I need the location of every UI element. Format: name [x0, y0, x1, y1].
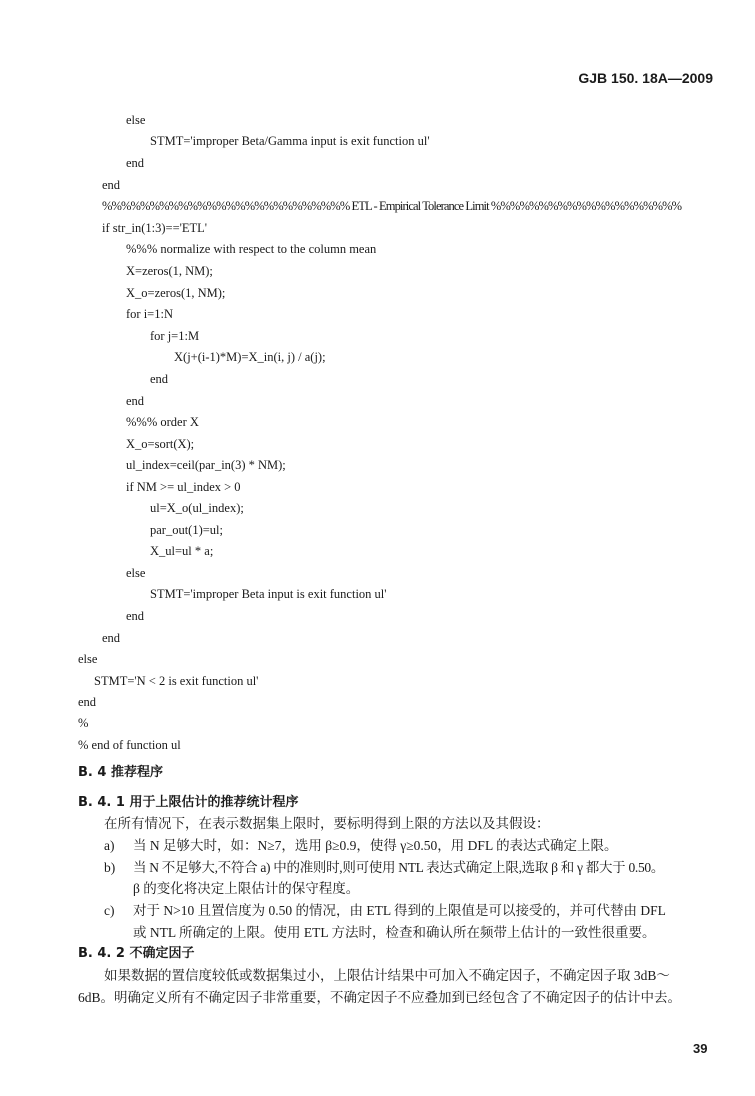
code-line: %%% normalize with respect to the column mean	[126, 242, 377, 256]
code-line: end	[78, 695, 97, 709]
code-line: for i=1:N	[126, 307, 173, 321]
code-line: X_o=zeros(1, NM);	[126, 286, 226, 300]
code-line: X_o=sort(X);	[126, 437, 195, 451]
paragraph: 如果数据的置信度较低或数据集过小，上限估计结果中可加入不确定因子，不确定因子取 3dB～	[104, 968, 670, 983]
list-item-continuation: 或 NTL 所确定的上限。使用 ETL 方法时，检查和确认所在频带上估计的一致性很重要。	[133, 925, 656, 940]
section-heading-b4: B. 4 推荐程序	[78, 765, 163, 780]
list-item-continuation: β 的变化将决定上限估计的保守程度。	[133, 881, 360, 896]
code-line: else	[126, 113, 146, 127]
list-marker: a)	[104, 838, 115, 853]
code-line: par_out(1)=ul;	[150, 523, 224, 537]
code-line: end	[102, 631, 121, 645]
list-item: 对于 N>10 且置信度为 0.50 的情况，由 ETL 得到的上限值是可以接受的，并可代替由 DFL	[133, 903, 666, 918]
paragraph: 在所有情况下，在表示数据集上限时，要标明得到上限的方法以及其假设：	[104, 816, 550, 831]
page-number: 39	[693, 1041, 708, 1056]
code-line: ul=X_o(ul_index);	[150, 501, 244, 515]
code-line: if NM >= ul_index > 0	[126, 480, 241, 494]
code-line: else	[126, 566, 146, 580]
section-heading-b41: B. 4. 1 用于上限估计的推荐统计程序	[78, 795, 299, 810]
code-line: STMT='improper Beta input is exit function ul'	[150, 587, 387, 601]
list-item: 当 N 不足够大,不符合 a) 中的准则时,则可使用 NTL 表达式确定上限,选取 β 和 γ 都大于 0.50。	[133, 860, 665, 875]
code-line: end	[126, 394, 145, 408]
document-number: GJB 150. 18A—2009	[578, 70, 713, 86]
list-item: 当 N 足够大时，如：N≥7，选用 β≥0.9，使得 γ≥0.50，用 DFL 的表达式确定上限。	[133, 838, 618, 853]
code-line: if str_in(1:3)=='ETL'	[102, 221, 208, 235]
list-marker: b)	[104, 860, 116, 875]
code-line: % end of function ul	[78, 738, 181, 752]
code-line: X(j+(i-1)*M)=X_in(i, j) / a(j);	[174, 350, 326, 364]
code-line: X_ul=ul * a;	[150, 544, 214, 558]
code-line: %%% order X	[126, 415, 199, 429]
paragraph: 6dB。明确定义所有不确定因子非常重要，不确定因子不应叠加到已经包含了不确定因子的估计中去。	[78, 990, 682, 1005]
code-line: end	[150, 372, 169, 386]
code-line: STMT='improper Beta/Gamma input is exit function ul'	[150, 134, 430, 148]
code-line: %%%%%%%%%%%%%%%%%%%%%%%%%% ETL - Empirical Tolerance Limit %%%%%%%%%%%%%%%%%%%%	[102, 199, 682, 213]
code-line: end	[126, 156, 145, 170]
code-line: end	[126, 609, 145, 623]
code-line: for j=1:M	[150, 329, 200, 343]
code-line: else	[78, 652, 98, 666]
code-line: %	[78, 716, 89, 730]
code-line: ul_index=ceil(par_in(3) * NM);	[126, 458, 286, 472]
code-line: X=zeros(1, NM);	[126, 264, 213, 278]
code-line: STMT='N < 2 is exit function ul'	[94, 674, 259, 688]
list-marker: c)	[104, 903, 115, 918]
code-line: end	[102, 178, 121, 192]
section-heading-b42: B. 4. 2 不确定因子	[78, 946, 195, 961]
